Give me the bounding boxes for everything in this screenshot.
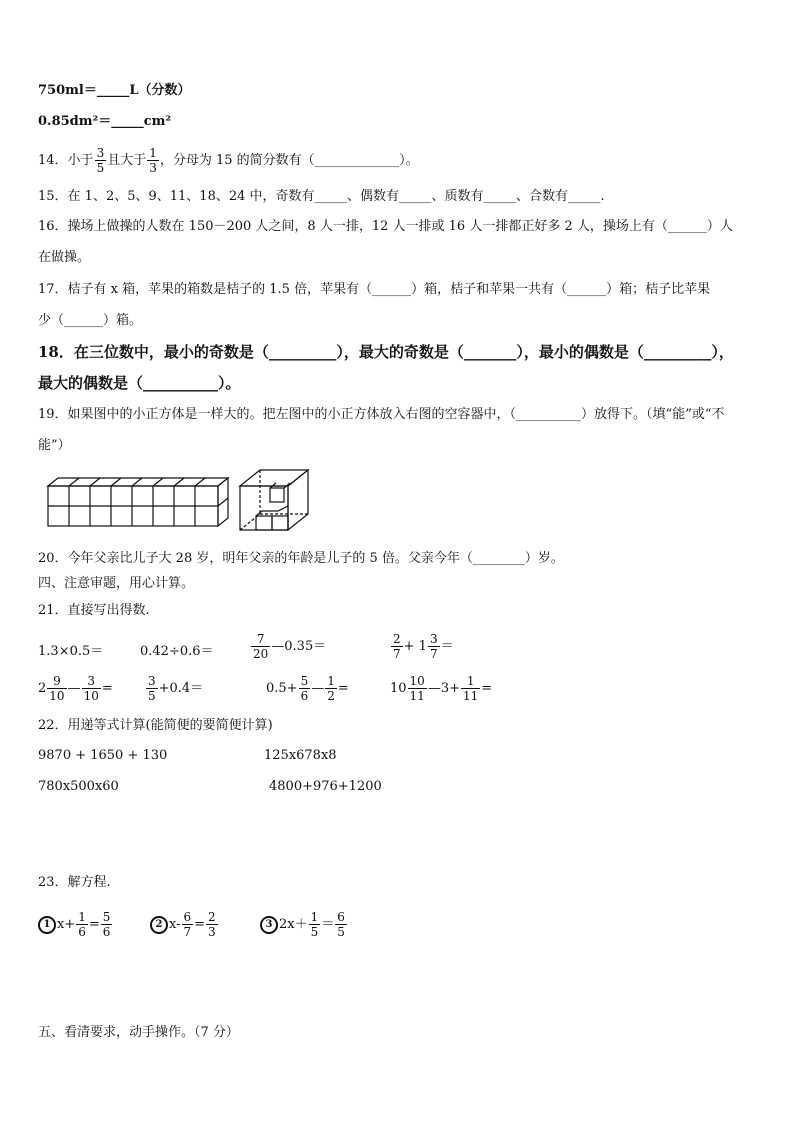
- q22-item-d: 4800+976+1200: [269, 779, 382, 794]
- question-17-line-2: 少（______）箱。: [38, 313, 143, 328]
- q14-text-a: 小于: [67, 153, 94, 168]
- q23-equation-1: 1 x+ $\frac{1}{6}$ = $\frac{5}{6}$: [38, 910, 113, 939]
- cube-container: [240, 470, 308, 530]
- question-15: 15．在 1、2、5、9、11、18、24 中，奇数有_____、偶数有_____、质数有_____、合数有_____.: [38, 189, 605, 204]
- q22-item-c: 780x500x60: [38, 779, 119, 794]
- q21-item-c: $\frac{7}{20}$ —0.35＝: [253, 632, 327, 661]
- question-22-title: 22．用递等式计算(能简便的要简便计算): [38, 718, 273, 733]
- cubes-figure: [44, 466, 314, 532]
- cube-row-block: [48, 478, 228, 526]
- conversion-line-1: 750ml＝_____L（分数）: [38, 83, 191, 98]
- q14-fraction-1: $\frac{3}{5}$: [96, 146, 105, 175]
- q23-equation-3: 3 2x＋ $\frac{1}{5}$ ＝ $\frac{6}{5}$: [260, 910, 348, 939]
- q14-text-c: ，分母为 15 的简分数有（_____________）。: [159, 153, 419, 168]
- q21-item-a: 1.3×0.5＝: [38, 644, 104, 659]
- question-18-line-2: 最大的偶数是（__________）。: [38, 374, 241, 392]
- question-14: [38, 146, 419, 175]
- q21-item-e: 2 $\frac{9}{10}$ — $\frac{3}{10}$ =: [38, 674, 113, 703]
- question-17-line-1: 17．桔子有 x 箱，苹果的箱数是桔子的 1.5 倍，苹果有（______）箱，桔子和苹果一共有（______）箱；桔子比苹果: [38, 282, 711, 297]
- question-19-line-2: 能”）: [38, 438, 71, 453]
- q22-item-b: 125x678x8: [264, 748, 337, 763]
- q23-mark-2: 2: [150, 916, 168, 934]
- question-23-title: 23．解方程.: [38, 875, 111, 890]
- question-16-line-1: 16．操场上做操的人数在 150－200 人之间，8 人一排，12 人一排或 16 人一排都正好多 2 人，操场上有（______）人: [38, 219, 733, 234]
- question-19-line-1: 19．如果图中的小正方体是一样大的。把左图中的小正方体放入右图的空容器中，（__________）放得下。（填“能”或“不: [38, 407, 725, 422]
- question-21-title: 21．直接写出得数.: [38, 603, 150, 618]
- question-20: 20．今年父亲比儿子大 28 岁，明年父亲的年龄是儿子的 5 倍。父亲今年（________）岁。: [38, 551, 564, 566]
- question-16-line-2: 在做操。: [38, 250, 91, 265]
- q22-item-a: 9870 + 1650 + 130: [38, 748, 168, 763]
- q21-item-g: 0.5+ $\frac{5}{6}$ — $\frac{1}{2}$ =: [266, 674, 349, 703]
- section-4-heading: 四、注意审题，用心计算。: [38, 576, 195, 591]
- q21-item-d: $\frac{2}{7}$ + 1 $\frac{3}{7}$ ＝: [393, 632, 454, 661]
- q23-mark-1: 1: [38, 916, 56, 934]
- section-5-heading: 五、看清要求，动手操作。（7 分）: [38, 1025, 239, 1040]
- q14-fraction-2: $\frac{1}{3}$: [149, 146, 157, 175]
- q23-mark-3: 3: [260, 916, 278, 934]
- q23-equation-2: 2 x- $\frac{6}{7}$ = $\frac{2}{3}$: [150, 910, 219, 939]
- q21-item-b: 0.42÷0.6＝: [140, 644, 214, 659]
- conversion-line-2: 0.85dm²＝_____cm²: [38, 114, 172, 129]
- q21-item-f: $\frac{3}{5}$ +0.4＝: [148, 674, 204, 703]
- q14-text-b: 且大于: [107, 153, 147, 168]
- q14-number: 14．: [38, 153, 68, 168]
- q21-item-h: 10 $\frac{10}{11}$ —3+ $\frac{1}{11}$ =: [390, 674, 493, 703]
- question-18-line-1: 18．在三位数中，最小的奇数是（_________），最大的奇数是（_______），最小的偶数是（_________），: [38, 343, 734, 361]
